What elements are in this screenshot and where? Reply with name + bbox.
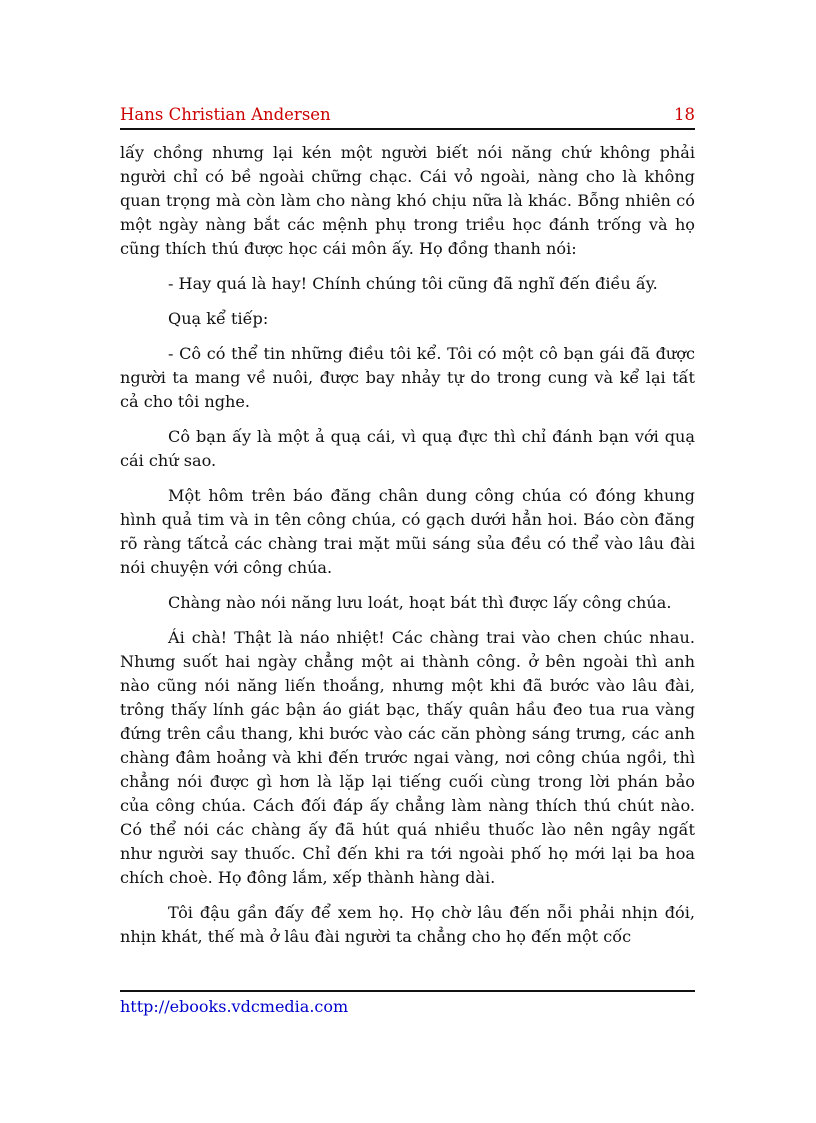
- page-header: [120, 104, 695, 130]
- paragraph-eloquent-suitor: Chàng nào nói năng lưu loát, hoạt bát thì được lấy công chúa.: [168, 593, 672, 612]
- book-author-title: Hans Christian Andersen: [120, 105, 331, 124]
- paragraph-newspaper: Một hôm trên báo đăng chân dung công chúa có đóng khung hình quả tim và in tên công chúa, có gạch dưới hẳn hoi. Báo còn đăng rõ ràng tấtcả các chàng trai mặt mũi sáng sủa đều có thể vào lâu đài nói chuyện với công chúa.: [120, 486, 695, 577]
- page-body: [120, 141, 695, 960]
- page-number: 18: [674, 105, 695, 124]
- paragraph-waiting: Tôi đậu gần đấy để xem họ. Họ chờ lâu đến nỗi phải nhịn đói, nhịn khát, thế mà ở lâu đài người ta chẳng cho họ đến một cốc: [120, 903, 695, 946]
- paragraph-dialogue-1: - Hay quá là hay! Chính chúng tôi cũng đã nghĩ đến điều ấy.: [168, 274, 658, 293]
- paragraph-female-crow: Cô bạn ấy là một ả quạ cái, vì quạ đực thì chỉ đánh bạn với quạ cái chứ sao.: [120, 427, 695, 470]
- footer-website-link[interactable]: http://ebooks.vdcmedia.com: [120, 997, 349, 1016]
- footer-divider: [120, 990, 695, 992]
- paragraph-crow-continues: Quạ kể tiếp:: [168, 309, 269, 328]
- paragraph-continuation: lấy chồng nhưng lại kén một người biết nói năng chứ không phải người chỉ có bề ngoài chững chạc. Cái vỏ ngoài, nàng cho là không quan trọng mà còn làm cho nàng khó chịu nữa là khác. Bỗng nhiên có một ngày nàng bắt các mệnh phụ trong triều học đánh trống và họ cũng thích thú được học cái môn ấy. Họ đồng thanh nói:: [120, 143, 695, 258]
- paragraph-suitors: Ái chà! Thật là náo nhiệt! Các chàng trai vào chen chúc nhau. Nhưng suốt hai ngày chẳng một ai thành công. ở bên ngoài thì anh nào cũng nói năng liến thoắng, nhưng một khi đã bước vào lâu đài, trông thấy lính gác bận áo giát bạc, thấy quân hầu đeo tua rua vàng đứng trên cầu thang, khi bước vào các căn phòng sáng trưng, các anh chàng đâm hoảng và khi đến trước ngai vàng, nơi công chúa ngồi, thì chẳng nói được gì hơn là lặp lại tiếng cuối cùng trong lời phán bảo của công chúa. Cách đối đáp ấy chẳng làm nàng thích thú chút nào. Có thể nói các chàng ấy đã hút quá nhiều thuốc lào nên ngây ngất như người say thuốc. Chỉ đến khi ra tới ngoài phố họ mới lại ba hoa chích choè. Họ đông lắm, xếp thành hàng dài.: [120, 628, 695, 887]
- paragraph-dialogue-2: - Cô có thể tin những điều tôi kể. Tôi có một cô bạn gái đã được người ta mang về nuôi, được bay nhảy tự do trong cung và kể lại tất cả cho tôi nghe.: [120, 344, 695, 411]
